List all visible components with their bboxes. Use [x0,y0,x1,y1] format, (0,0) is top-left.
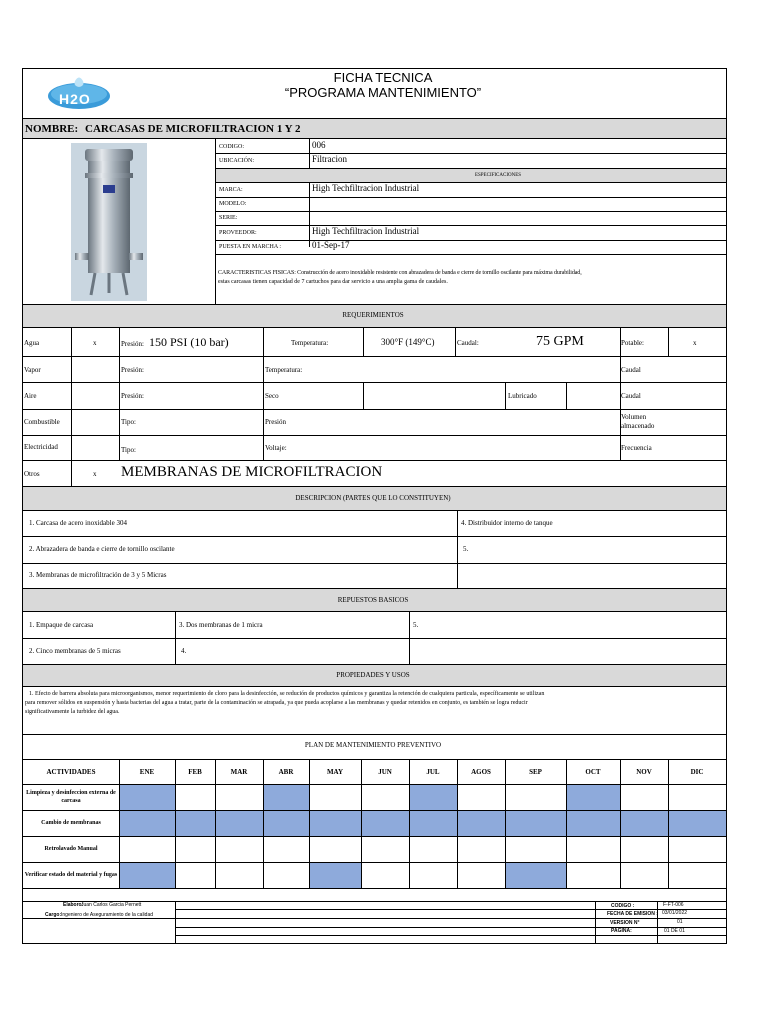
codigo-value: 006 [312,140,326,150]
aire-seco-label: Seco [265,392,279,400]
marca-label: MARCA: [219,187,243,193]
footer-codigo-value: F-FT-006 [663,902,684,908]
month-header-agos: AGOS [471,767,491,776]
equipment-photo [71,143,147,301]
frecuencia-label: Frecuencia [621,444,652,452]
repuestos-header: REPUESTOS BASICOS [337,596,409,604]
document-title-line2: “PROGRAMA MANTENIMIENTO” [284,85,482,100]
aire-lubricado-label: Lubricado [508,392,537,400]
repuestos-item-4: 4. [181,647,187,655]
propiedades-line-2: para remover sólidos en suspensión y hasta bacterias del agua a tratar, parte de la contaminación se atrapada, ya que pueda acoplarse a las membranas y quedar retenidos en conjunto, es también se logra reducir [25,700,528,706]
plan-filled-cell [120,863,175,888]
repuestos-item-3: 3. Dos membranas de 1 micra [179,621,263,629]
potable-label: Potable: [621,339,644,347]
agua-presion-label: Presión: [121,340,144,348]
plan-filled-cell [567,811,620,836]
volumen-almacenado-label: Volumen almacenado [621,413,655,430]
descripcion-item-3: 3. Membranas de microfiltración de 3 y 5 Micras [29,571,167,579]
proveedor-label: PROVEEDOR: [219,230,257,236]
plan-filled-cell [120,785,175,810]
aire-presion-label: Presión: [121,392,144,400]
version-label: VERSION N° [610,920,640,926]
logo-text: H2O [59,91,91,107]
elaboro-value: Juan Carlos Garcia Pernett [81,902,142,908]
combustible-tipo-label: Tipo: [121,418,136,426]
plan-filled-cell [362,811,409,836]
vapor-temperatura-label: Temperatura: [265,366,303,374]
propiedades-header: PROPIEDADES Y USOS [336,671,410,679]
agua-caudal-value: 75 GPM [536,334,584,349]
potable-mark: x [693,339,697,347]
propiedades-line-3: significativamente la turbidez del agua. [25,709,120,715]
otros-value: MEMBRANAS DE MICROFILTRACION [121,464,383,480]
version-value: 01 [677,919,683,925]
plan-header: PLAN DE MANTENIMIENTO PREVENTIVO [304,741,442,749]
repuestos-item-2: 2. Cinco membranas de 5 micras [29,647,121,655]
vapor-caudal-label: Caudal [621,366,641,374]
propiedades-line-1: 1. Efecto de barrera absoluta para microorganismos, menor requerimiento de cloro para la desinfección, se redución de productos químicos y garantiza la retención de cualquiera particula, específicamente se utilizan [29,691,545,697]
plan-filled-cell [458,811,505,836]
month-header-jun: JUN [378,767,392,776]
fecha-emision-value: 03/01/2022 [662,910,688,916]
caracteristicas-line1: CARACTERISTICAS FISICAS: Construcción de acero inoxidable resistente con abrazadera de banda e cierre de tornillo oscilante para máxima durabilidad, [218,270,582,276]
proveedor-value: High Techfiltracion Industrial [312,226,420,236]
cargo-value: Ingeniero de Aseguramiento de la calidad [61,912,154,918]
pagina-value: 01 DE 01 [664,928,685,934]
plan-filled-cell [621,811,668,836]
plan-filled-cell [310,863,361,888]
activity-label: Cambio de membranas [41,820,101,826]
electricidad-label: Electricidad [24,443,58,451]
plan-filled-cell [567,785,620,810]
electricidad-tipo-label: Tipo: [121,446,136,454]
nombre-value: CARCASAS DE MICROFILTRACION 1 Y 2 [85,123,301,135]
marca-value: High Techfiltracion Industrial [312,183,420,193]
plan-filled-cell [506,863,566,888]
nombre-label: NOMBRE: [25,123,79,135]
aire-caudal-label: Caudal [621,392,641,400]
agua-temperatura-value: 300°F (149°C) [381,337,435,347]
repuestos-item-1: 1. Empaque de carcasa [29,621,94,629]
descripcion-item-1: 1. Carcasa de acero inoxidable 304 [29,519,127,527]
agua-label: Agua [24,339,40,347]
otros-label: Otros [24,470,40,478]
month-header-abr: ABR [278,767,294,776]
combustible-presion-label: Presión [265,418,286,426]
descripcion-item-4: 4. Distribuidor interno de tanque [461,519,553,527]
month-header-sep: SEP [529,767,542,776]
cargo-label: Cargo: [45,912,62,918]
agua-caudal-label: Caudal: [457,339,479,347]
month-header-mar: MAR [230,767,248,776]
month-header-oct: OCT [585,767,601,776]
plan-filled-cell [264,811,309,836]
plan-filled-cell [216,811,263,836]
elaboro-label: Elaboro: [63,902,84,908]
aire-label: Aire [24,392,37,400]
vapor-presion-label: Presión: [121,366,144,374]
activity-label: Limpieza y desinfeccion externa de carcasa [26,790,116,804]
ubicacion-value: Filtracion [312,154,347,164]
activity-label: Retrolavado Manual [44,846,98,852]
agua-presion-value: 150 PSI (10 bar) [149,335,229,349]
plan-filled-cell [310,811,361,836]
descripcion-header: DESCRIPCION (PARTES QUE LO CONSTITUYEN) [295,494,451,502]
plan-filled-cell [410,811,457,836]
month-header-ene: ENE [139,767,155,776]
agua-mark: x [93,339,97,347]
pagina-label: PAGINA: [611,928,632,934]
month-header-dic: DIC [690,767,704,776]
h2o-logo [47,75,111,111]
voltaje-label: Voltaje: [265,444,287,452]
plan-filled-cell [120,811,175,836]
month-header-feb: FEB [188,767,202,776]
document-title-line1: FICHA TECNICA [333,70,433,85]
especificaciones-header: ESPECIFICACIONES [474,173,522,178]
descripcion-item-5: 5. [463,545,469,553]
vapor-label: Vapor [24,366,41,374]
agua-temperatura-label: Temperatura: [291,339,329,347]
month-header-nov: NOV [636,767,652,776]
codigo-label: CODIGO: [219,144,244,150]
plan-filled-cell [176,811,215,836]
fecha-emision-label: FECHA DE EMISION : [607,911,658,917]
month-header-may: MAY [326,767,344,776]
plan-filled-cell [264,785,309,810]
modelo-label: MODELO: [219,201,247,207]
activity-label: Verificar estado del material y fugas [24,872,118,878]
plan-filled-cell [506,811,566,836]
actividades-header: ACTIVIDADES [46,767,96,776]
caracteristicas-line2: estas carcasas tienen capacidad de 7 cartuchos para dar servicio a una amplia gama de caudales. [218,279,448,285]
puesta-value: 01-Sep-17 [312,240,350,250]
ficha-tecnica-sheet [22,68,727,944]
ubicacion-label: UBICACIÓN: [219,158,255,164]
plan-filled-cell [669,811,726,836]
otros-mark: x [93,470,97,478]
combustible-label: Combustible [24,418,60,426]
repuestos-item-5: 5. [413,621,419,629]
maintenance-plan-table [23,759,726,888]
month-header-jul: JUL [426,767,440,776]
descripcion-item-2: 2. Abrazadera de banda e cierre de tornillo oscilante [29,545,175,553]
footer-codigo-label: CODIGO : [611,903,635,909]
plan-filled-cell [410,785,457,810]
requerimientos-header: REQUERIMIENTOS [342,311,404,319]
serie-label: SERIE: [219,215,238,221]
puesta-label: PUESTA EN MARCHA : [219,244,282,250]
filter-housing-icon [71,143,147,301]
